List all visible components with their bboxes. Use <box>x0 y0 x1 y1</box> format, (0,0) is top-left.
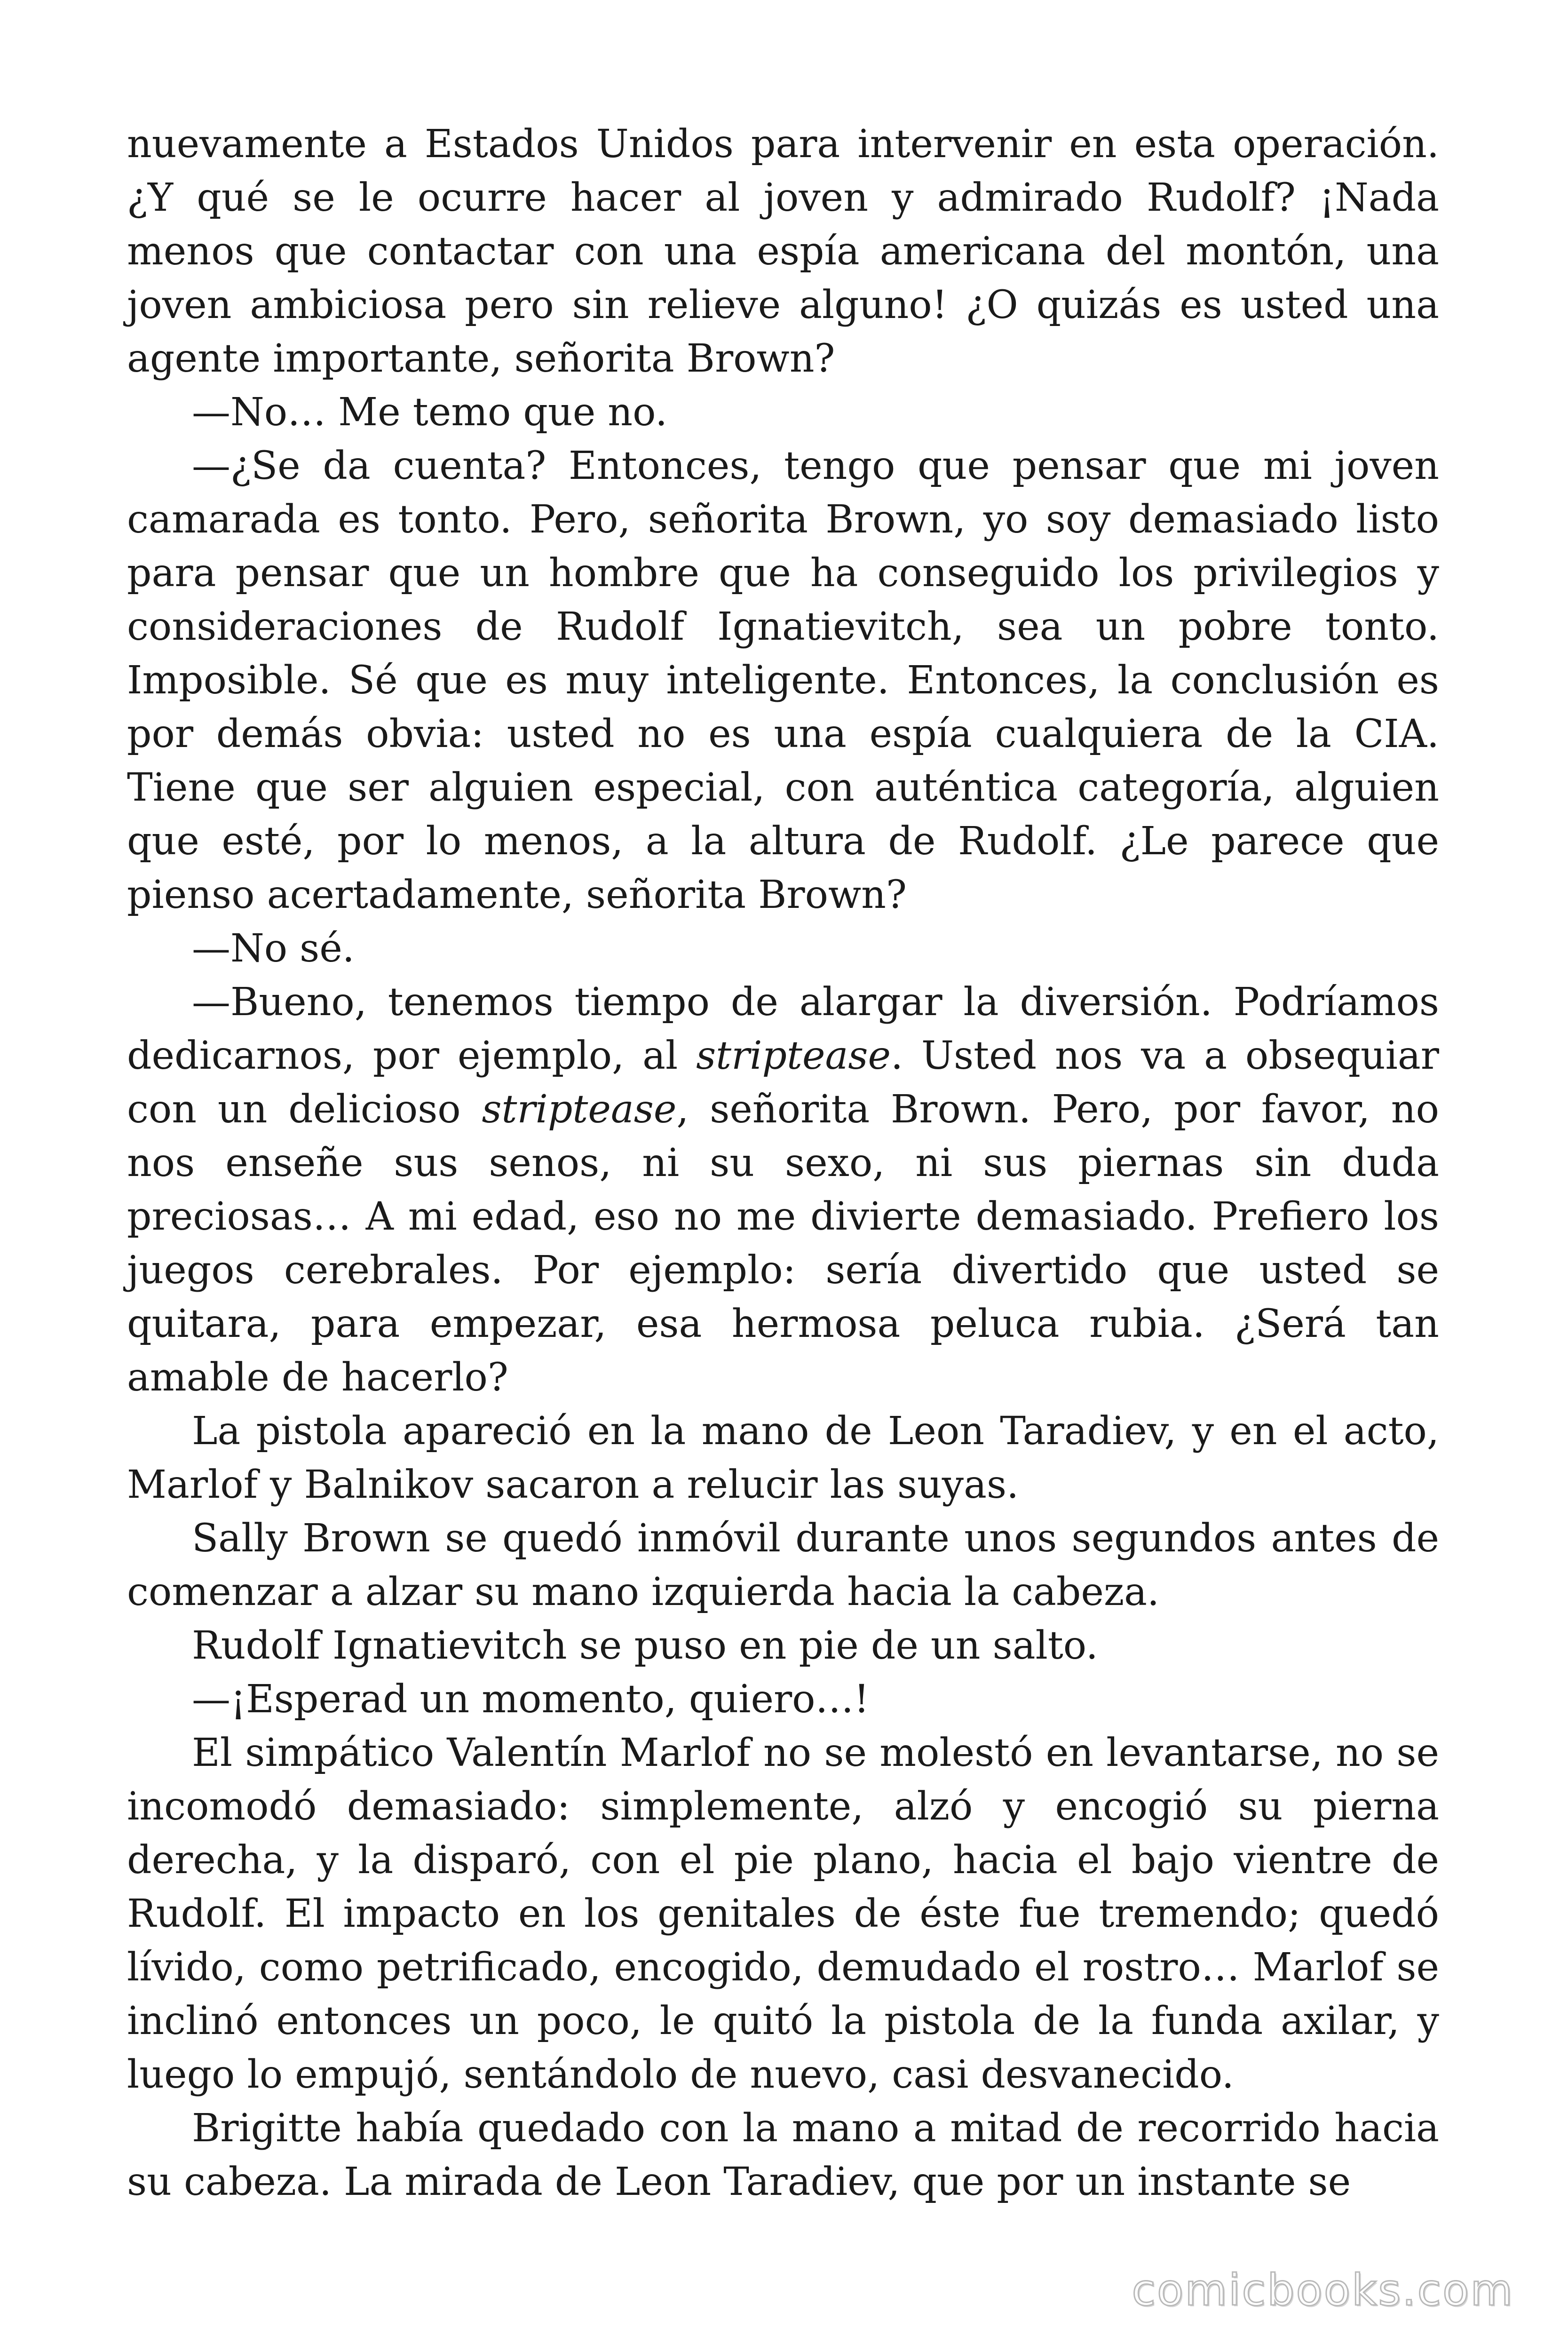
text-run: . Usted nos va a obsequiar con un delicioso <box>127 1033 1439 1132</box>
paragraph <box>127 922 1439 976</box>
paragraph <box>127 118 1439 386</box>
paragraph <box>127 976 1439 1405</box>
text-run: Brigitte había quedado con la mano a mitad de recorrido hacia su cabeza. La mirada de Leon Taradiev, que por un instante se <box>127 2106 1439 2204</box>
italic-text: striptease <box>482 1087 677 1132</box>
text-run: —No… Me temo que no. <box>192 390 668 435</box>
text-run: —Bueno, tenemos tiempo de alargar la diversión. Podríamos dedicarnos, por ejemplo, al <box>127 980 1439 1078</box>
paragraph <box>127 1619 1439 1673</box>
text-run: La pistola apareció en la mano de Leon Taradiev, y en el acto, Marlof y Balnikov sacaron a relucir las suyas. <box>127 1409 1439 1507</box>
paragraph <box>127 439 1439 922</box>
paragraph <box>127 386 1439 439</box>
text-run: nuevamente a Estados Unidos para intervenir en esta operación. ¿Y qué se le ocurre hacer al joven y admirado Rudolf? ¡Nada menos que contactar con una espía americana del montón, una joven ambiciosa pero sin relieve alguno! ¿O quizás es usted una agente importante, señorita Brown? <box>127 122 1439 381</box>
paragraph <box>127 1726 1439 2102</box>
watermark: comicbooks.com <box>1132 2265 1514 2315</box>
text-run: Rudolf Ignatievitch se puso en pie de un salto. <box>192 1623 1098 1668</box>
paragraph <box>127 2102 1439 2209</box>
text-run: , señorita Brown. Pero, por favor, no nos enseñe sus senos, ni su sexo, ni sus piernas sin duda preciosas… A mi edad, eso no me divierte demasiado. Prefiero los juegos cerebrales. Por ejemplo: sería divertido que usted se quitara, para empezar, esa hermosa peluca rubia. ¿Será tan amable de hacerlo? <box>127 1087 1439 1400</box>
paragraph <box>127 1405 1439 1512</box>
paragraph <box>127 1673 1439 1726</box>
text-run: —¡Esperad un momento, quiero…! <box>192 1677 870 1722</box>
text-run: Sally Brown se quedó inmóvil durante unos segundos antes de comenzar a alzar su mano izquierda hacia la cabeza. <box>127 1516 1439 1614</box>
paragraph <box>127 1512 1439 1619</box>
text-run: El simpático Valentín Marlof no se molestó en levantarse, no se incomodó demasiado: simplemente, alzó y encogió su pierna derecha, y la disparó, con el pie plano, hacia el bajo vientre de Rudolf. El impacto en los genitales de éste fue tremendo; quedó lívido, como petrificado, encogido, demudado el rostro… Marlof se inclinó entonces un poco, le quitó la pistola de la funda axilar, y luego lo empujó, sentándolo de nuevo, casi desvanecido. <box>127 1731 1439 2097</box>
text-run: —No sé. <box>192 926 355 971</box>
text-run: —¿Se da cuenta? Entonces, tengo que pensar que mi joven camarada es tonto. Pero, señorita Brown, yo soy demasiado listo para pensar que un hombre que ha conseguido los privilegios y consideraciones de Rudolf Ignatievitch, sea un pobre tonto. Imposible. Sé que es muy inteligente. Entonces, la conclusión es por demás obvia: usted no es una espía cualquiera de la CIA. Tiene que ser alguien especial, con auténtica categoría, alguien que esté, por lo menos, a la altura de Rudolf. ¿Le parece que pienso acertadamente, señorita Brown? <box>127 444 1439 917</box>
body-text <box>127 118 1439 2209</box>
italic-text: striptease <box>696 1033 891 1078</box>
